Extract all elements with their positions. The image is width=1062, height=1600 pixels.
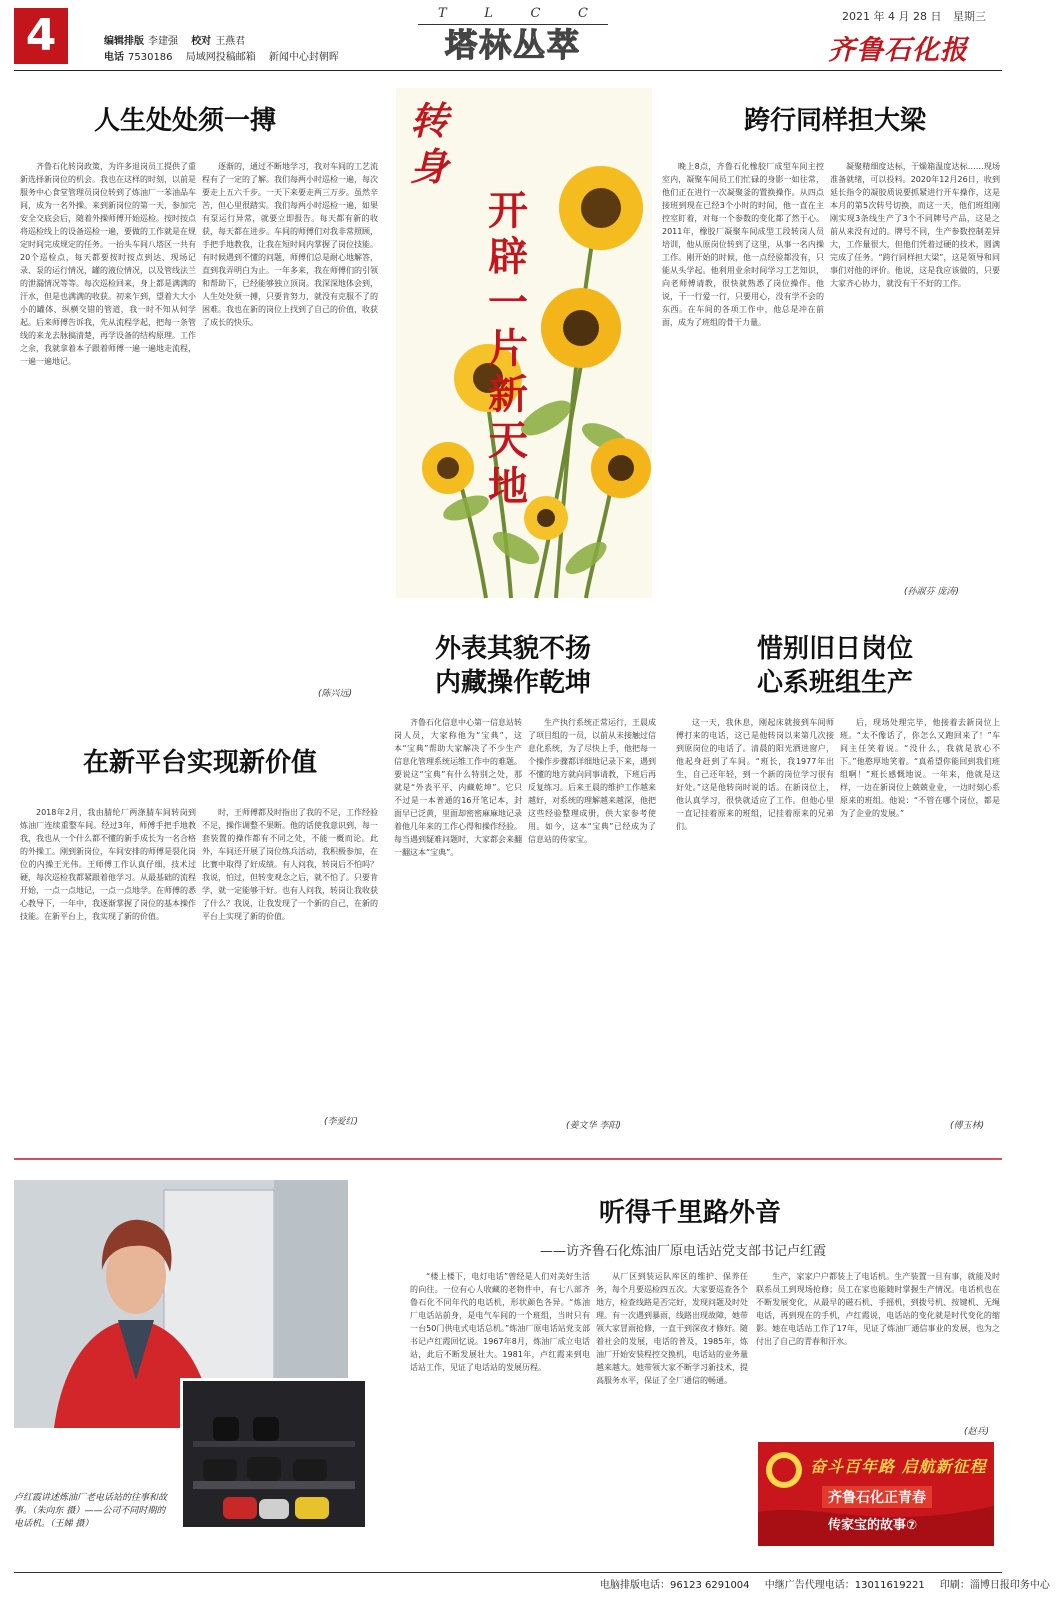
article-title: 跨行同样担大梁 — [743, 106, 926, 136]
body-text: 齐鲁石化转岗政策，为许多退岗员工提供了重新选择新岗位的机会。我也在这样的时刻，以前是服务中心食堂管理员岗位转到了炼油厂一苯油品车间，成为一名外操。来到新岗位的第一天，参加完安全交底会后，随着外操师傅开始巡检。按时按点将巡检线上的设备巡检一遍，要做的工作就是在规定时间完成规定的任务。一抬头车间八塔区一共有20个巡检点，每天都要按时按点到达、现场记录、泵的运行情况，罐的液位情况，以及管线法兰的泄漏情况等等。每次巡检回来，身上都是满满的汗水，但是也满满的收获。初来乍到，望着大大小小的罐体、纵横交错的管道，我一时不知从何学起。后来师傅告诉我，先从流程学起，把每一条管线的来龙去脉搞清楚，再学设备的结构原理。工作之余，我就拿着本子跟着师傅一遍一遍地走流程，一遍一遍地记。 — [20, 162, 196, 366]
article-body — [756, 1270, 1000, 1420]
issue-date — [842, 8, 994, 24]
feature-kicker: 转身 — [410, 98, 449, 189]
title-line: 外表其貌不扬 — [434, 634, 591, 664]
banner-slogan: 奋斗百年路 启航新征程 — [810, 1457, 987, 1476]
byline: (姜文华 李阳) — [566, 1121, 621, 1131]
body-text: 晚上8点，齐鲁石化橡胶厂成型车间主控室内，凝聚车间员工们忙碌的身影一如往常，他们正在进行一次凝聚釜的置换操作。从四点接班到现在已经3个小时的时间，他一直在主控室盯着，对每一个参数的变化都了然于心。2011年，橡胶厂凝聚车间成型工段转岗人员培训，他从原岗位转到了这里，从事一名内操工作。刚开始的时候，他一点经验都没有，只能从头学起。他利用业余时间学习工艺知识，向老师傅请教，很快就熟悉了岗位操作。他说，干一行爱一行，只要用心，没有学不会的东西。在车间的各项工作中，他总是冲在前面，成为了班组的骨干力量。 — [662, 162, 824, 327]
article-body — [662, 160, 824, 600]
phone-number: 7530186 — [128, 52, 173, 63]
article-body — [202, 806, 378, 1106]
page-number: 4 — [14, 8, 68, 64]
tlcc-letter: T — [438, 6, 447, 21]
article-body — [830, 160, 1000, 578]
editor-label: 编辑排版 — [104, 36, 144, 47]
section-divider — [14, 1158, 1002, 1160]
article-title: 在新平台实现新价值 — [82, 748, 317, 778]
page-header — [0, 0, 1016, 72]
body-text: 时，王师傅都及时指出了我的不足，工作经验不足，操作调整不果断。他的话使我意识到，每一套装置的操作都有不同之处，不能一概而论。此外，车间还开展了岗位练兵活动，我积极参加，在比赛中取得了好成绩。有人问我，转岗后不怕吗？我说，怕过，但转变观念之后，就不怕了。只要肯学，就一定能够干好。也有人问我，转岗让我收获了什么？我说，让我发现了一个新的自己，在新的平台上实现了新的价值。 — [202, 808, 378, 921]
tlcc-letter: L — [484, 6, 493, 21]
date: 2021 年 4 月 28 日 — [842, 10, 942, 23]
body-text: 凝聚精细度达标，干燥箱温度达标……现场准备就绪，可以投料。2020年12月26日，收到延长指令的凝胶质说要抓紧进行开车操作，这是本月的第5次转号切换，而这一天，他们班组刚刚实现3条线生产了3个不同牌号产品，这是之前从来没有过的。牌号不同，生产参数控制差异大，工作量很大，但他们凭着过硬的技术，圆满完成了任务。“跨行同样担大梁”，这是领导和同事们对他的评价。他说，这是我应该做的，只要大家齐心协力，就没有干不好的工作。 — [830, 162, 1000, 288]
feature-title: 开辟一片新天地 — [488, 187, 528, 510]
body-text: 逐渐的，通过不断地学习，我对车间的工艺流程有了一定的了解。我们每两小时巡检一遍，每次要走上五六千步。一天下来要走两三万步。虽然辛苦，但心里很踏实。我们每两小时巡检一遍，如果有泵运行异常，就要立即报告。每天都有新的收获，每天都在进步。车间的师傅们对我非常照顾，手把手地教我，让我在短时间内掌握了岗位技能。有时候遇到不懂的问题，师傅们总是耐心地解答，直到我弄明白为止。一年多来，我在师傅们的引领和帮助下，已经能够独立顶岗。我深深地体会到，人生处处须一搏，只要肯努力，就没有克服不了的困难。我也在新的岗位上找到了自己的价值，收获了成长的快乐。 — [202, 162, 378, 327]
article-body — [596, 1270, 748, 1566]
body-text: “楼上楼下，电灯电话”曾经是人们对美好生活的向往。一位有心人收藏的老物件中，有七八部齐鲁石化不同年代的电话机，形状颜色各异。“炼油厂电话站前身，是电气车间的一个班组，当时只有一台50门供电式电话总机。”炼油厂原电话站党支部书记卢红霞回忆说。1967年8月，炼油厂成立电话站，此后不断发展壮大。1981年，卢红霞来到电话站工作，见证了电话站的发展历程。 — [410, 1272, 590, 1372]
article-title: 人生处处须一搏 — [93, 106, 276, 136]
proof-label: 校对 — [191, 36, 212, 47]
body-text: 后，现场处理完毕，他接着去新岗位上班。“太不像话了，你怎么又跑回来了！”车间主任笑着说。“没什么，我就是放心不下。”他憨厚地笑着。“真希望你能回到我们班组啊！”班长感慨地说。一年来，他就是这样，一边在新岗位上兢兢业业，一边时刻心系原来的班组。他说：“不管在哪个岗位，都是为了企业的发展。” — [840, 718, 1000, 818]
print-phone: 电脑排版电话：96123 6291004 — [600, 1580, 750, 1591]
footer-rule — [14, 1572, 1002, 1573]
article-title: 听得千里路外音 — [598, 1198, 781, 1228]
article-body — [840, 716, 1000, 1112]
ad-phone: 中继广告代理电话：13011619221 — [764, 1580, 925, 1591]
byline: (孙淑芬 庞涛) — [904, 587, 959, 597]
weekday: 星期三 — [952, 10, 986, 23]
tlcc-letter: C — [578, 6, 588, 21]
body-text: 这一天，我休息，刚起床就接到车间师傅打来的电话，这已是他转岗以来第几次接到原岗位的电话了。清晨的阳光洒进窗户，他起身赶到了车间。“班长，我1977年出生，自己还年轻，到一个新的岗位学习很有好处。”这是他转岗时说的话。在新岗位上，他认真学习，很快就适应了工作。但他心里一直记挂着原来的班组，记挂着原来的兄弟们。 — [676, 718, 834, 831]
article-body — [394, 716, 522, 1128]
tlcc-letter: C — [530, 6, 541, 21]
article-body — [528, 716, 656, 1114]
body-text: 2018年2月，我由腈纶厂两涤腈车间转岗到炼油厂连续重整车间。经过3年，师傅手把手地教我，我也从一个什么都不懂的新手成长为一名合格的外操工。刚到新岗位，车间安排的师傅是裂化岗位的内操王光伟。王师傅工作认真仔细，技术过硬，每次巡检我都紧跟着他学习。从最基础的流程开始，一点一点地记，一点一点地学。在师傅的悉心教导下，一年中，我逐渐掌握了岗位的基本操作技能。在新平台上，我实现了新的价值。 — [20, 808, 196, 921]
telephones-photo — [183, 1381, 365, 1527]
body-text: 生产执行系统正常运行，王晨成了项目组的一员，以前从未接触过信息化系统，为了尽快上手，他把每一个操作步骤都详细地记录下来，遇到不懂的地方就向同事请教，下班后再反复练习。后来王晨的维护工作越来越好，对系统的理解越来越深，他把这些经验整理成册，供大家参考使用。如今，这本“宝典”已经成为了信息站的传家宝。 — [528, 718, 656, 844]
section-tlcc — [438, 6, 588, 21]
proof-name: 王燕君 — [215, 36, 246, 47]
article-body — [20, 806, 196, 1130]
body-text: 齐鲁石化信息中心第一信息站转岗人员，大家称他为“宝典”，这本“宝典”帮助大家解决了不少生产信息化管理系统运维工作中的难题。要说这“宝典”有什么特别之处，那就是“外表平平、内藏乾坤”。它只不过是一本普通的16开笔记本，封面早已泛黄，里面却密密麻麻地记录着他几年来的工作心得和操作经验。每当遇到疑难问题时，大家都会来翻一翻这本“宝典”。 — [394, 718, 522, 857]
article-title — [398, 632, 628, 700]
phone-label: 电话 — [104, 52, 124, 63]
banner-subtitle: 齐鲁石化正青春 — [822, 1486, 932, 1508]
article-body — [676, 716, 834, 1128]
photo-telephones — [180, 1378, 368, 1530]
credits — [104, 34, 349, 66]
article-subtitle: ——访齐鲁石化炼油厂原电话站党支部书记卢红霞 — [540, 1244, 827, 1259]
sunflower-flower — [559, 166, 643, 250]
editor-name: 李建强 — [148, 36, 178, 47]
section-title: 塔林丛萃 — [418, 24, 608, 64]
banner-series: 传家宝的故事⑦ — [828, 1518, 918, 1533]
byline: (陈兴远) — [318, 689, 353, 699]
body-text: 从厂区到装运队库区的维护、保养任务，每个月要巡检四五次。大家要巡查各个地方，检查线路是否完好，发现问题及时处理。有一次遇到暴雨，线路出现故障，她带领大家冒雨抢修，一直干到深夜才修好。随着社会的发展，电话的普及，1985年，炼油厂开始安装程控交换机，电话站的业务量越来越大。她带领大家不断学习新技术，提高服务水平，保证了全厂通信的畅通。 — [596, 1272, 748, 1385]
byline: (赵兵) — [964, 1427, 990, 1437]
page-footer — [600, 1576, 1062, 1591]
article-body — [202, 160, 378, 682]
article-title — [720, 632, 950, 700]
printer: 印刷：淄博日报印务中心 — [939, 1580, 1050, 1591]
body-text: 生产，家家户户都装上了电话机。生产装置一旦有事，就能及时联系员工到现场抢修；员工在家也能随时掌握生产情况。电话机也在不断发展变化，从最早的磁石机、手摇机，到拨号机、按键机、无绳电话，再到现在的手机，卢红霞说，电话站的变化就是时代变化的缩影。她在电话站工作了17年，见证了炼油厂通信事业的发展，也为之付出了自己的青春和汗水。 — [756, 1272, 1000, 1346]
title-line: 内藏操作乾坤 — [434, 668, 591, 698]
feature-illustration — [396, 88, 652, 598]
header-rule — [14, 70, 1002, 71]
intranet-email: 局域网投稿邮箱 — [185, 52, 256, 63]
photo-caption: 卢红霞讲述炼油厂老电话站的往事和故事。（朱向东 摄）——公司不同时期的电话机。（王娣 摄） — [14, 1493, 168, 1529]
article-body — [20, 160, 196, 700]
title-line: 心系班组生产 — [756, 668, 913, 698]
newspaper-logo: 齐鲁石化报 — [828, 35, 968, 66]
news-center: 新闻中心封朝晖 — [268, 52, 339, 63]
byline: (李爱红) — [324, 1117, 359, 1127]
byline: (傅玉林) — [950, 1121, 985, 1131]
article-body — [410, 1270, 590, 1566]
series-banner — [758, 1442, 994, 1546]
title-line: 惜别旧日岗位 — [756, 634, 913, 664]
